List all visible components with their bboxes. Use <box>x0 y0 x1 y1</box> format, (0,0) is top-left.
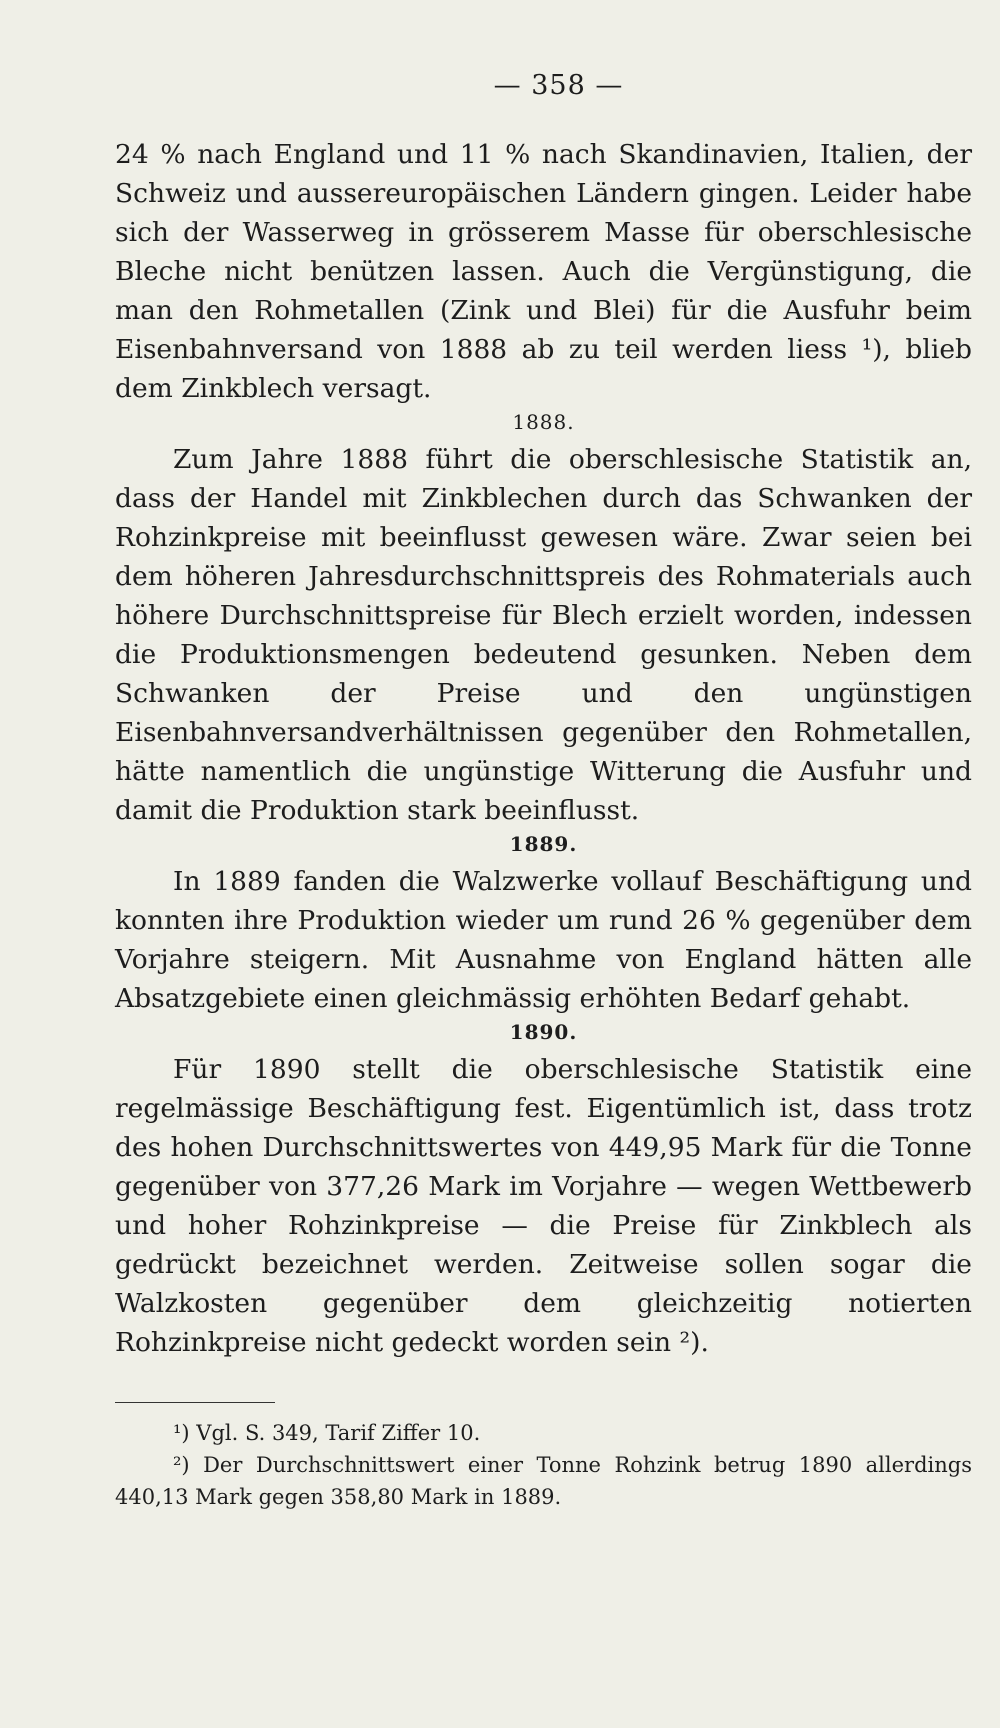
section-text-1888: Zum Jahre 1888 führt die oberschlesische Statistik an, dass der Handel mit Zinkblechen durch das Schwanken der Rohzinkpreise mit beeinflusst gewesen wäre. Zwar seien bei dem höheren Jahresdurchschnittspreis des Rohmaterials auch höhere Durchschnittspreise für Blech erzielt worden, indessen die Produktionsmengen bedeutend gesunken. Neben dem Schwanken der Preise und den ungünstigen Eisenbahnversandverhältnissen gegenüber den Rohmetallen, hätte namentlich die ungünstige Witterung die Ausfuhr und damit die Produktion stark beeinflusst. <box>115 444 972 826</box>
section-heading-1890: 1890. <box>509 1020 578 1044</box>
footnote-2: ²) Der Durchschnittswert einer Tonne Rohzink betrug 1890 allerdings 440,13 Mark gegen 358,80 Mark in 1889. <box>115 1453 972 1509</box>
section-text-1890: Für 1890 stellt die oberschlesische Statistik eine regelmässige Beschäftigung fest. Eigentümlich ist, dass trotz des hohen Durchschnittswertes von 449,95 Mark für die Tonne gegenüber von 377,26 Mark im Vorjahre — wegen Wettbewerb und hoher Rohzinkpreise — die Preise für Zinkblech als gedrückt bezeichnet werden. Zeitweise sollen sogar die Walzkosten gegenüber dem gleichzeitig notierten Rohzinkpreise nicht gedeckt worden sein ²). <box>115 1054 972 1358</box>
section-heading-1889: 1889. <box>509 832 578 856</box>
section-heading-1888: 1888. <box>512 410 575 434</box>
intro-paragraph: 24 % nach England und 11 % nach Skandinavien, Italien, der Schweiz und aussereuropäischen Ländern gingen. Leider habe sich der Wasserweg in grösserem Masse für oberschlesische Bleche nicht benützen lassen. Auch die Vergünstigung, die man den Rohmetallen (Zink und Blei) für die Ausfuhr beim Eisenbahnversand von 1888 ab zu teil werden liess ¹), blieb dem Zinkblech versagt. <box>115 139 972 404</box>
footnote-divider <box>115 1402 275 1403</box>
section-text-1889: In 1889 fanden die Walzwerke vollauf Beschäftigung und konnten ihre Produktion wieder um rund 26 % gegenüber dem Vorjahre steigern. Mit Ausnahme von England hätten alle Absatzgebiete einen gleichmässig erhöhten Bedarf gehabt. <box>115 866 972 1014</box>
footnote-1: ¹) Vgl. S. 349, Tarif Ziffer 10. <box>173 1421 481 1445</box>
page-number: — 358 — <box>493 70 624 101</box>
